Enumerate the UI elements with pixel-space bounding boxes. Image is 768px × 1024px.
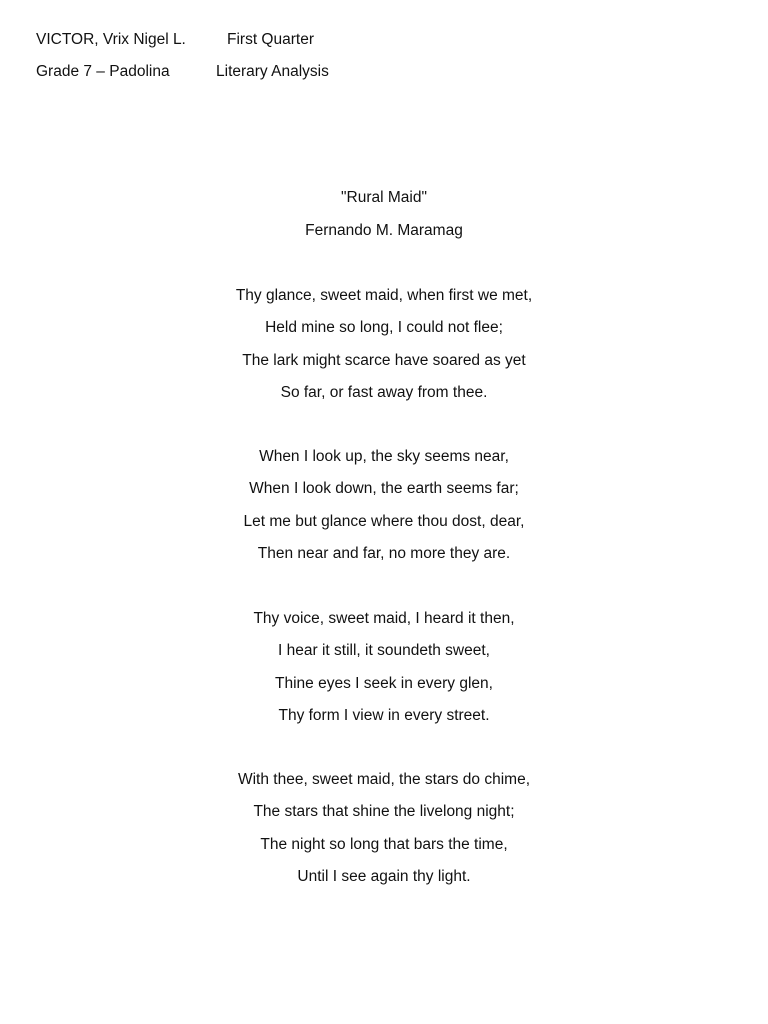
grade-section: Grade 7 – Padolina <box>36 63 170 80</box>
poem-line: The lark might scarce have soared as yet <box>242 351 526 369</box>
poem-line: When I look up, the sky seems near, <box>259 448 509 465</box>
stanza-3 <box>0 611 768 740</box>
stanza-4 <box>0 772 768 901</box>
poem-line: The night so long that bars the time, <box>260 835 508 853</box>
stanza-2 <box>0 449 768 578</box>
poem-line: With thee, sweet maid, the stars do chime, <box>237 771 531 788</box>
poem-line: When I look down, the earth seems far; <box>249 480 519 498</box>
subject-label: Literary Analysis <box>216 63 329 80</box>
poem-line: Then near and far, no more they are. <box>257 544 511 562</box>
student-name: VICTOR, Vrix Nigel L. <box>36 31 186 48</box>
quarter-label: First Quarter <box>227 31 314 48</box>
poem-line: The stars that shine the livelong night; <box>253 803 515 821</box>
poem-line: Let me but glance where thou dost, dear, <box>243 512 525 530</box>
poem-line: So far, or fast away from thee. <box>280 383 488 401</box>
poem-author: Fernando M. Maramag <box>305 222 463 239</box>
poem-line: Until I see again thy light. <box>297 867 471 885</box>
poem-line: I hear it still, it soundeth sweet, <box>278 642 490 660</box>
stanza-1 <box>0 288 768 417</box>
poem-line: Thy glance, sweet maid, when first we met, <box>235 287 533 304</box>
poem-line: Thy voice, sweet maid, I heard it then, <box>253 610 515 627</box>
poem-title: "Rural Maid" <box>341 189 427 206</box>
poem-line: Thy form I view in every street. <box>278 706 490 724</box>
poem-line: Thine eyes I seek in every glen, <box>275 674 493 692</box>
poem-line: Held mine so long, I could not flee; <box>265 319 503 337</box>
